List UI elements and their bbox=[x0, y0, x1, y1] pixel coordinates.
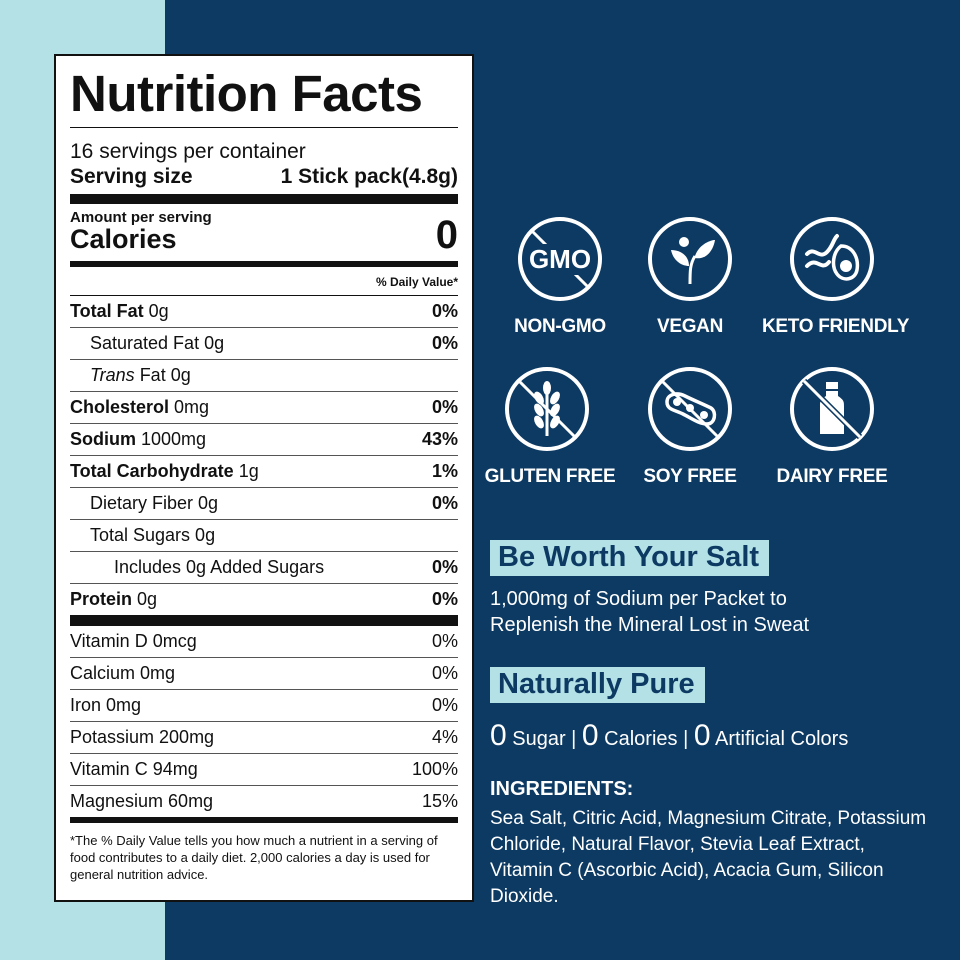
nutrient-row bbox=[70, 455, 458, 487]
colors-label: Artificial Colors bbox=[710, 728, 849, 750]
gmo-icon-text: GMO bbox=[528, 243, 592, 274]
nutrient-row bbox=[70, 359, 458, 391]
nutrient-percent: 1% bbox=[431, 460, 458, 481]
soybean-crossed-icon bbox=[647, 366, 733, 452]
divider-thick bbox=[70, 194, 458, 204]
vitamin-percent: 0% bbox=[431, 662, 458, 683]
ingredients-text: Sea Salt, Citric Acid, Magnesium Citrate, Potassium Chloride, Natural Flavor, Stevia Leaf Extract, Vitamin C (Ascorbic Acid), Acacia Gum, Silicon Dioxide. bbox=[490, 808, 927, 908]
section-heading-pure: Naturally Pure bbox=[490, 667, 705, 703]
vitamin-percent: 15% bbox=[421, 790, 458, 811]
nutrient-name: Protein bbox=[70, 588, 133, 609]
sugar-label: Sugar | bbox=[506, 728, 582, 750]
serving-size-row bbox=[70, 165, 458, 188]
vitamin-name: Potassium 200mg bbox=[70, 726, 215, 747]
nutrient-row bbox=[70, 583, 458, 615]
nutrient-percent: 0% bbox=[431, 300, 458, 321]
milk-bottle-crossed-icon bbox=[789, 366, 875, 452]
divider-thick bbox=[70, 615, 458, 626]
nutrient-name: Total Carbohydrate bbox=[70, 460, 234, 481]
wheat-crossed-icon bbox=[504, 366, 590, 452]
section-text-pure bbox=[490, 716, 848, 755]
nutrition-title: Nutrition Facts bbox=[70, 65, 423, 122]
section-text-salt bbox=[490, 586, 809, 638]
nutrient-list bbox=[70, 296, 458, 615]
servings-per-container: 16 servings per container bbox=[70, 140, 306, 163]
calories-text: Calories | bbox=[598, 728, 694, 750]
vitamin-percent: 0% bbox=[431, 694, 458, 715]
nutrient-row bbox=[70, 391, 458, 423]
calories-value: 0 bbox=[435, 212, 458, 257]
nutrient-percent: 0% bbox=[431, 588, 458, 609]
badge-label: SOY FREE bbox=[643, 466, 737, 487]
salt-line-2: Replenish the Mineral Lost in Sweat bbox=[490, 614, 810, 636]
serving-size-label: Serving size bbox=[70, 165, 193, 189]
badge-gluten-free bbox=[480, 366, 620, 488]
vitamin-name: Magnesium 60mg bbox=[70, 790, 214, 811]
ingredients-title: INGREDIENTS: bbox=[490, 778, 634, 800]
gmo-crossed-icon bbox=[517, 216, 603, 302]
nutrient-name: Total Sugars 0g bbox=[90, 524, 216, 545]
nutrient-name: Dietary Fiber 0g bbox=[90, 492, 219, 513]
vitamin-row bbox=[70, 657, 458, 689]
avocado-bacon-icon bbox=[789, 216, 875, 302]
vitamin-name: Calcium 0mg bbox=[70, 662, 176, 683]
vitamin-row bbox=[70, 721, 458, 753]
nutrient-percent: 0% bbox=[431, 332, 458, 353]
badge-non-gmo bbox=[490, 216, 630, 338]
nutrient-row bbox=[70, 296, 458, 327]
divider-medium bbox=[70, 817, 458, 823]
badge-keto bbox=[762, 216, 910, 338]
nutrient-amount: 0g bbox=[132, 588, 158, 609]
nutrient-name: Cholesterol bbox=[70, 396, 170, 417]
vitamin-row bbox=[70, 785, 458, 817]
serving-size-value: 1 Stick pack(4.8g) bbox=[280, 165, 458, 189]
salt-line-1: 1,000mg of Sodium per Packet to bbox=[490, 588, 787, 610]
vitamin-row bbox=[70, 753, 458, 785]
nutrient-percent: 0% bbox=[431, 492, 458, 513]
nutrient-amount: 1000mg bbox=[136, 428, 207, 449]
divider bbox=[70, 127, 458, 128]
nutrient-percent: 0% bbox=[431, 556, 458, 577]
badge-soy-free bbox=[620, 366, 760, 488]
vitamin-percent: 4% bbox=[431, 726, 458, 747]
nutrition-facts-panel bbox=[54, 54, 474, 902]
badge-label: DAIRY FREE bbox=[776, 466, 888, 487]
badge-label: VEGAN bbox=[656, 316, 724, 337]
vitamin-name: Vitamin D 0mcg bbox=[70, 630, 197, 651]
vitamin-row bbox=[70, 689, 458, 721]
amount-per-serving: Amount per serving bbox=[70, 209, 212, 227]
nutrient-name-italic: Trans bbox=[90, 364, 135, 385]
nutrient-row bbox=[70, 423, 458, 455]
vitamin-percent: 100% bbox=[411, 758, 458, 779]
badge-label: NON-GMO bbox=[514, 316, 606, 337]
vitamin-list bbox=[70, 626, 458, 817]
nutrient-row bbox=[70, 327, 458, 359]
vitamin-row bbox=[70, 626, 458, 657]
vitamin-percent: 0% bbox=[431, 630, 458, 651]
vitamin-name: Vitamin C 94mg bbox=[70, 758, 198, 779]
section-heading-salt: Be Worth Your Salt bbox=[490, 540, 769, 576]
nutrient-name: Sodium bbox=[70, 428, 136, 449]
nutrient-row bbox=[70, 551, 458, 583]
colors-zero: 0 bbox=[693, 719, 711, 752]
plant-icon bbox=[647, 216, 733, 302]
nutrient-row bbox=[70, 487, 458, 519]
nutrient-amount: Fat 0g bbox=[134, 364, 191, 385]
vitamin-name: Iron 0mg bbox=[70, 694, 142, 715]
nutrient-name: Total Fat bbox=[70, 300, 144, 321]
calories-label: Calories bbox=[70, 224, 177, 255]
badge-dairy-free bbox=[762, 366, 902, 488]
nutrient-percent: 43% bbox=[421, 428, 458, 449]
nutrient-name: Saturated Fat 0g bbox=[90, 332, 225, 353]
nutrient-percent: 0% bbox=[431, 396, 458, 417]
nutrient-amount: 0mg bbox=[169, 396, 210, 417]
daily-value-header: % Daily Value* bbox=[375, 274, 458, 289]
badge-label: KETO FRIENDLY bbox=[762, 316, 910, 337]
badge-vegan bbox=[620, 216, 760, 338]
nutrient-row bbox=[70, 519, 458, 551]
nutrient-name: Includes 0g Added Sugars bbox=[114, 556, 325, 577]
nutrient-amount: 1g bbox=[233, 460, 259, 481]
calories-zero: 0 bbox=[581, 719, 599, 752]
nutrient-amount: 0g bbox=[143, 300, 169, 321]
sugar-zero: 0 bbox=[490, 719, 507, 752]
daily-value-footnote: *The % Daily Value tells you how much a nutrient in a serving of food contributes to a daily diet. 2,000 calories a day is used for general nutrition advice. bbox=[70, 832, 438, 882]
badge-label: GLUTEN FREE bbox=[484, 466, 616, 487]
